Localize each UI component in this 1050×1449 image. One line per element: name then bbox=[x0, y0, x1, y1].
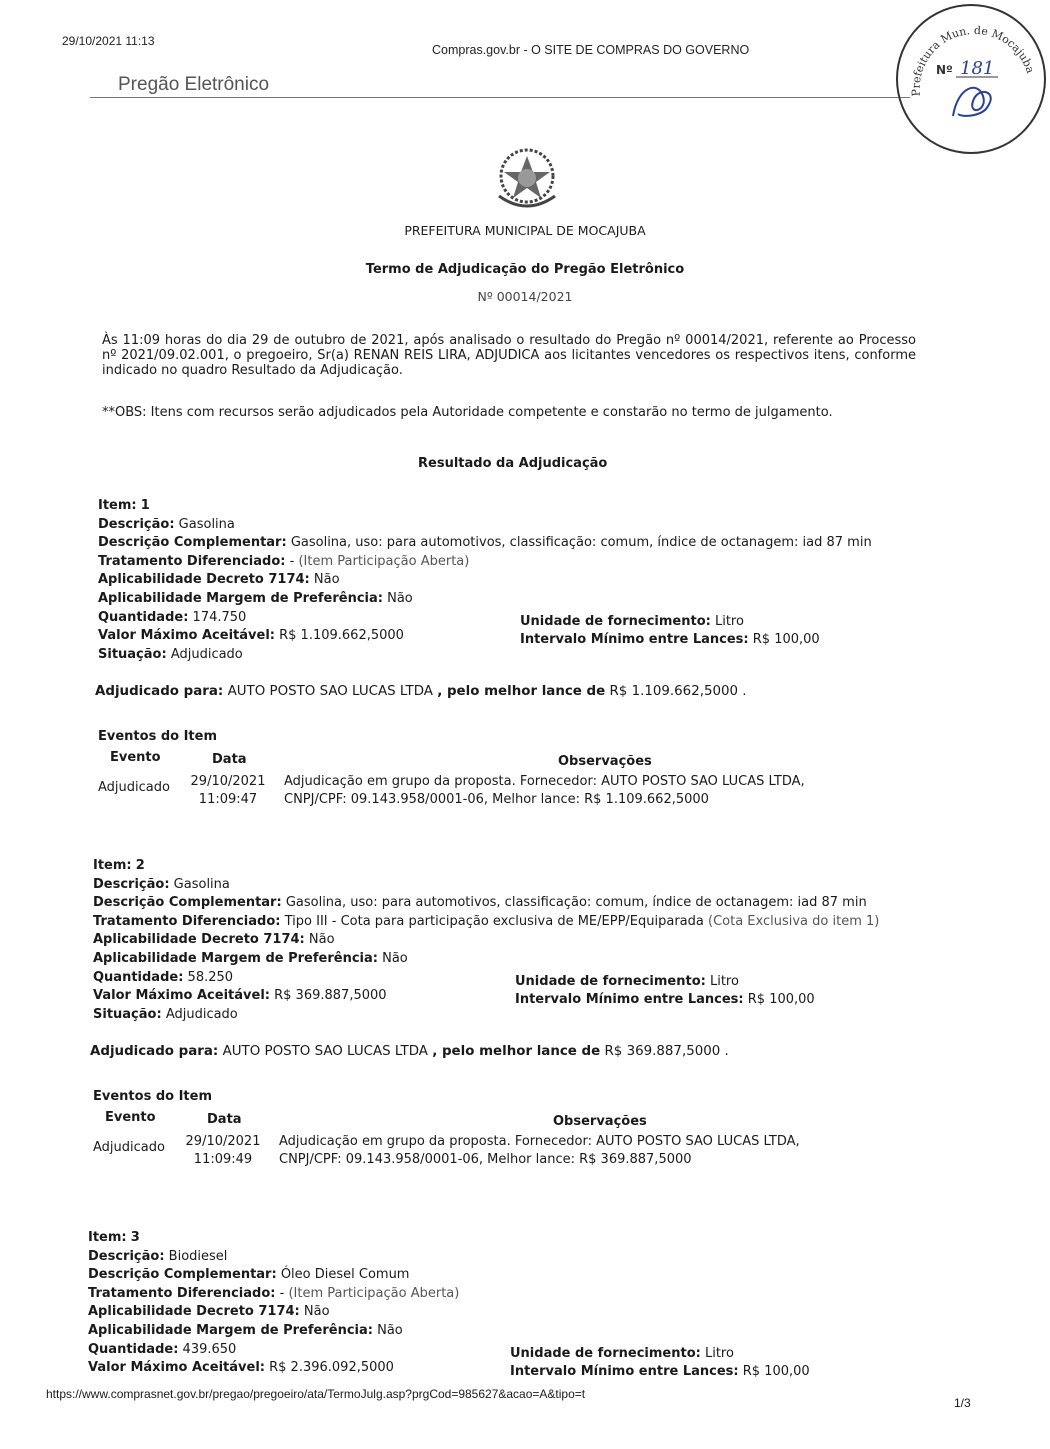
field-margem bbox=[98, 590, 948, 609]
field-label: Aplicabilidade Decreto 7174: bbox=[93, 932, 305, 948]
event-obs: Adjudicação em grupo da proposta. Fornecedor: AUTO POSTO SAO LUCAS LTDA, CNPJ/CPF: 09.143.958/0001-06, Melhor lance: R$ 369.887,5000 bbox=[279, 1133, 800, 1167]
row-quantidade bbox=[93, 969, 943, 988]
field-value: R$ 100,00 bbox=[742, 1364, 810, 1380]
field-value: Não bbox=[382, 950, 408, 966]
field-value: R$ 100,00 bbox=[747, 992, 815, 1008]
field-value: Não bbox=[387, 590, 413, 606]
field-label: Item: bbox=[88, 1230, 127, 1245]
field-label: Descrição: bbox=[88, 1248, 165, 1264]
intro-paragraph: Às 11:09 horas do dia 29 de outubro de 2021, após analisado o resultado do Pregão nº 00014/2021, referente ao Processo nº 2021/09.02.001, o pregoeiro, Sr(a) RENAN REIS LIRA, ADJUDICA aos licitantes vencedores os respectivos itens, conforme indicado no quadro Resultado da Adjudicação. bbox=[102, 333, 916, 378]
field-value: Adjudicado bbox=[170, 646, 243, 662]
field-value: Não bbox=[308, 932, 335, 948]
field-decreto bbox=[98, 571, 948, 590]
event-type: Adjudicado bbox=[93, 1139, 165, 1155]
col-evento: Evento bbox=[110, 749, 161, 765]
field-value: R$ 1.109.662,5000 bbox=[279, 628, 404, 644]
field-label: Aplicabilidade Decreto 7174: bbox=[98, 572, 310, 588]
document-number: Nº 00014/2021 bbox=[477, 289, 573, 304]
field-desc-comp bbox=[98, 534, 940, 553]
row-valor bbox=[93, 987, 943, 1006]
col-observacoes: Observações bbox=[553, 1113, 647, 1129]
field-value: 58.250 bbox=[187, 969, 234, 985]
field-descricao bbox=[88, 1248, 938, 1267]
events-header bbox=[98, 747, 948, 769]
field-value: Não bbox=[377, 1322, 403, 1338]
col-evento: Evento bbox=[105, 1109, 156, 1125]
field-decreto bbox=[88, 1303, 938, 1322]
result-title: Resultado da Adjudicação bbox=[418, 456, 608, 471]
row-quantidade bbox=[98, 609, 948, 628]
field-value: Litro bbox=[704, 1345, 734, 1361]
events-title: Eventos do Item bbox=[93, 1088, 213, 1104]
document-title: Termo de Adjudicação do Pregão Eletrônico bbox=[365, 262, 685, 277]
field-label: Descrição: bbox=[93, 876, 170, 892]
field-label: , pelo melhor lance de bbox=[432, 1044, 601, 1060]
field-label: Unidade de fornecimento: bbox=[520, 613, 711, 629]
field-value: 439.650 bbox=[182, 1341, 237, 1357]
field-label: Intervalo Mínimo entre Lances: bbox=[515, 992, 744, 1008]
supplier-name: AUTO POSTO SAO LUCAS LTDA bbox=[227, 684, 433, 700]
field-value: 2 bbox=[135, 858, 145, 873]
field-desc-comp bbox=[93, 894, 935, 913]
field-label: Aplicabilidade Decreto 7174: bbox=[88, 1304, 300, 1320]
organization-name: PREFEITURA MUNICIPAL DE MOCAJUBA bbox=[404, 223, 646, 238]
svg-text:Prefeitura Mun. de Mocajuba: Prefeitura Mun. de Mocajuba bbox=[909, 23, 1038, 97]
event-row bbox=[93, 1129, 943, 1169]
svg-text:181: 181 bbox=[960, 58, 995, 79]
field-tratamento bbox=[93, 913, 935, 932]
event-date: 29/10/2021 11:09:49 bbox=[185, 1133, 261, 1167]
field-label: Aplicabilidade Margem de Preferência: bbox=[98, 590, 383, 606]
col-observacoes: Observações bbox=[558, 753, 652, 769]
events-header bbox=[93, 1107, 943, 1129]
field-value: Não bbox=[303, 1304, 330, 1320]
field-decreto bbox=[93, 931, 943, 950]
field-note: (Item Participação Aberta) bbox=[288, 1285, 460, 1301]
field-label: Tratamento Diferenciado: bbox=[93, 913, 281, 929]
field-value: Gasolina, uso: para automotivos, classificação: comum, índice de octanagem: iad 87 min bbox=[290, 535, 872, 551]
field-label: Aplicabilidade Margem de Preferência: bbox=[88, 1322, 373, 1338]
divider bbox=[90, 97, 910, 98]
print-datetime: 29/10/2021 11:13 bbox=[62, 34, 155, 48]
field-margem bbox=[88, 1322, 938, 1341]
field-label: Quantidade: bbox=[93, 969, 184, 985]
event-obs: Adjudicação em grupo da proposta. Fornecedor: AUTO POSTO SAO LUCAS LTDA, CNPJ/CPF: 09.143.958/0001-06, Melhor lance: R$ 1.109.662,5000 bbox=[284, 773, 805, 807]
item-block bbox=[88, 1229, 938, 1378]
item-number bbox=[93, 857, 943, 876]
col-data: Data bbox=[207, 1111, 242, 1127]
field-note: (Item Participação Aberta) bbox=[298, 553, 470, 569]
field-value: Gasolina bbox=[178, 516, 235, 532]
field-label: Tratamento Diferenciado: bbox=[98, 553, 286, 569]
coat-of-arms-icon bbox=[484, 146, 570, 216]
field-label: Intervalo Mínimo entre Lances: bbox=[510, 1364, 739, 1380]
page-title: Pregão Eletrônico bbox=[118, 74, 270, 95]
row-valor bbox=[88, 1359, 938, 1378]
svg-text:Nº: Nº bbox=[936, 63, 953, 77]
item-number bbox=[98, 497, 948, 516]
site-name: Compras.gov.br - O SITE DE COMPRAS DO GOVERNO bbox=[432, 43, 750, 57]
field-label: Descrição Complementar: bbox=[88, 1267, 277, 1283]
event-type: Adjudicado bbox=[98, 779, 170, 795]
field-value: Biodiesel bbox=[168, 1248, 228, 1264]
field-label: Intervalo Mínimo entre Lances: bbox=[520, 632, 749, 648]
field-label: Situação: bbox=[93, 1006, 162, 1022]
field-value: R$ 369.887,5000 bbox=[274, 988, 387, 1004]
field-label: Descrição: bbox=[98, 516, 175, 532]
field-value: 1 bbox=[140, 498, 150, 513]
field-desc-comp bbox=[88, 1266, 930, 1285]
field-value: R$ 2.396.092,5000 bbox=[269, 1360, 394, 1376]
field-value: Tipo III - Cota para participação exclusiva de ME/EPP/Equiparada bbox=[284, 913, 704, 929]
item-number bbox=[88, 1229, 938, 1248]
field-label: Adjudicado para: bbox=[95, 684, 224, 700]
field-margem bbox=[93, 950, 943, 969]
field-label: Item: bbox=[93, 858, 132, 873]
field-value: R$ 100,00 bbox=[752, 632, 820, 648]
field-value: 3 bbox=[130, 1230, 140, 1245]
field-value: Gasolina bbox=[173, 876, 230, 892]
event-date: 29/10/2021 11:09:47 bbox=[190, 773, 266, 807]
field-label: Unidade de fornecimento: bbox=[510, 1345, 701, 1361]
field-value: - bbox=[279, 1285, 285, 1301]
row-quantidade bbox=[88, 1341, 938, 1360]
field-label: Descrição Complementar: bbox=[93, 895, 282, 911]
field-label: Aplicabilidade Margem de Preferência: bbox=[93, 950, 378, 966]
page-number: 1/3 bbox=[954, 1396, 971, 1410]
stamp bbox=[896, 4, 1046, 154]
field-value: Gasolina, uso: para automotivos, classificação: comum, índice de octanagem: iad 87 min bbox=[285, 895, 867, 911]
item-block bbox=[90, 857, 943, 1169]
footer-url: https://www.comprasnet.gov.br/pregao/pregoeiro/ata/TermoJulg.asp?prgCod=985627&acao=A&tipo=t bbox=[46, 1387, 586, 1401]
field-label: Valor Máximo Aceitável: bbox=[93, 988, 270, 1004]
field-label: Tratamento Diferenciado: bbox=[88, 1285, 276, 1301]
field-value: Óleo Diesel Comum bbox=[280, 1267, 410, 1283]
supplier-name: AUTO POSTO SAO LUCAS LTDA bbox=[222, 1044, 428, 1060]
field-descricao bbox=[93, 876, 943, 895]
field-value: Não bbox=[313, 572, 340, 588]
event-row bbox=[98, 769, 948, 809]
field-label: Unidade de fornecimento: bbox=[515, 973, 706, 989]
field-tratamento bbox=[88, 1285, 930, 1304]
adjudicado-para bbox=[90, 1043, 943, 1062]
events-title: Eventos do Item bbox=[98, 728, 218, 744]
obs-note: **OBS: Itens com recursos serão adjudicados pela Autoridade competente e constarão no termo de julgamento. bbox=[102, 405, 833, 420]
field-label: Quantidade: bbox=[88, 1341, 179, 1357]
field-note: (Cota Exclusiva do item 1) bbox=[708, 913, 880, 929]
field-tratamento bbox=[98, 553, 940, 572]
stamp-seal-icon bbox=[898, 6, 1048, 156]
best-bid: R$ 1.109.662,5000 . bbox=[609, 684, 747, 700]
field-value: Litro bbox=[714, 613, 744, 629]
item-block bbox=[95, 497, 948, 809]
field-value: Adjudicado bbox=[165, 1006, 238, 1022]
field-label: Situação: bbox=[98, 646, 167, 662]
field-value: 174.750 bbox=[192, 609, 247, 625]
field-label: Adjudicado para: bbox=[90, 1044, 219, 1060]
row-valor bbox=[98, 627, 948, 646]
field-label: Valor Máximo Aceitável: bbox=[88, 1360, 265, 1376]
field-descricao bbox=[98, 516, 948, 535]
field-label: Quantidade: bbox=[98, 609, 189, 625]
field-label: , pelo melhor lance de bbox=[437, 684, 606, 700]
adjudicado-para bbox=[95, 683, 948, 702]
field-label: Descrição Complementar: bbox=[98, 535, 287, 551]
field-label: Valor Máximo Aceitável: bbox=[98, 628, 275, 644]
col-data: Data bbox=[212, 751, 247, 767]
best-bid: R$ 369.887,5000 . bbox=[604, 1044, 729, 1060]
field-label: Item: bbox=[98, 498, 137, 513]
field-value: - bbox=[289, 553, 295, 569]
field-value: Litro bbox=[709, 973, 739, 989]
